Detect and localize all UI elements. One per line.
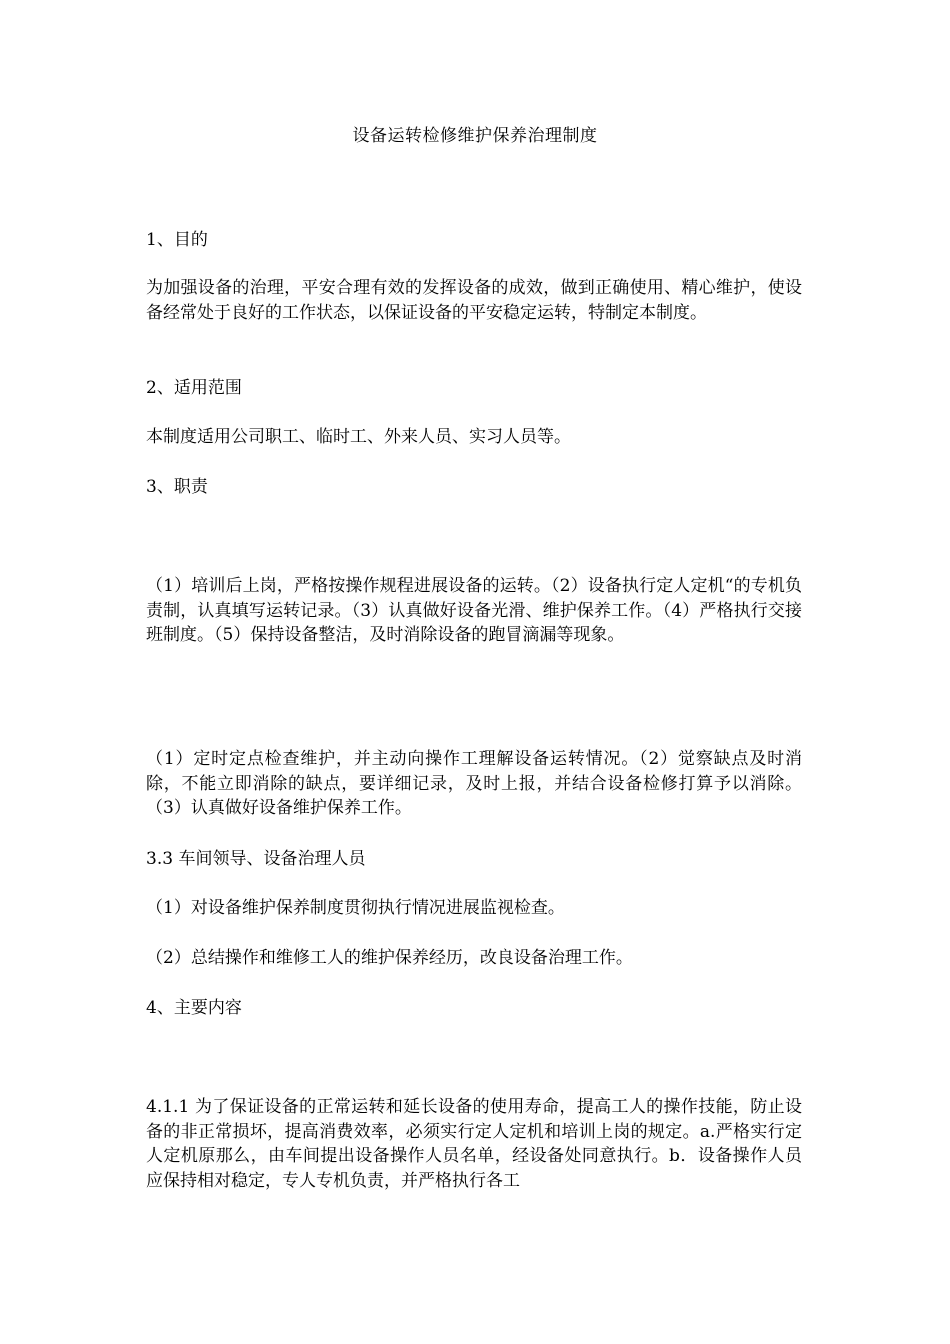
section-2-body: 本制度适用公司职工、临时工、外来人员、实习人员等。 (146, 427, 571, 447)
section-3-3-heading: 3.3 车间领导、设备治理人员 (146, 849, 366, 869)
maintenance-duties-paragraph: （1）定时定点检查维护，并主动向操作工理解设备运转情况。（2）觉察缺点及时消除，不能立即消除的缺点，要详细记录，及时上报，并结合设备检修打算予以消除。（3）认真做好设备维护保养工作。 (146, 749, 802, 818)
section-3-3-item-1: （1）对设备维护保养制度贯彻执行情况进展监视检查。 (146, 898, 565, 918)
document-title: 设备运转检修维护保养治理制度 (352, 126, 598, 146)
section-3-heading: 3、职责 (146, 477, 208, 497)
section-4-heading: 4、主要内容 (146, 998, 242, 1018)
section-1-body: 为加强设备的治理，平安合理有效的发挥设备的成效，做到正确使用、精心维护，使设备经常处于良好的工作状态，以保证设备的平安稳定运转，特制定本制度。 (146, 278, 802, 323)
section-4-1-1-paragraph: 4.1.1 为了保证设备的正常运转和延长设备的使用寿命，提高工人的操作技能，防止设备的非正常损坏，提高消费效率，必须实行定人定机和培训上岗的规定。a.严格实行定人定机原那么，由车间提出设备操作人员名单，经设备处同意执行。b．设备操作人员应保持相对稳定，专人专机负责，并严格执行各工 (146, 1097, 802, 1191)
section-3-3-item-2: （2）总结操作和维修工人的维护保养经历，改良设备治理工作。 (146, 948, 633, 968)
section-2-heading: 2、适用范围 (146, 378, 242, 398)
operator-duties-paragraph: （1）培训后上岗，严格按操作规程进展设备的运转。（2）设备执行定人定机“的专机负责制，认真填写运转记录。（3）认真做好设备光滑、维护保养工作。（4）严格执行交接班制度。（5）保持设备整洁，及时消除设备的跑冒滴漏等现象。 (146, 576, 802, 645)
section-1-heading: 1、目的 (146, 230, 208, 250)
